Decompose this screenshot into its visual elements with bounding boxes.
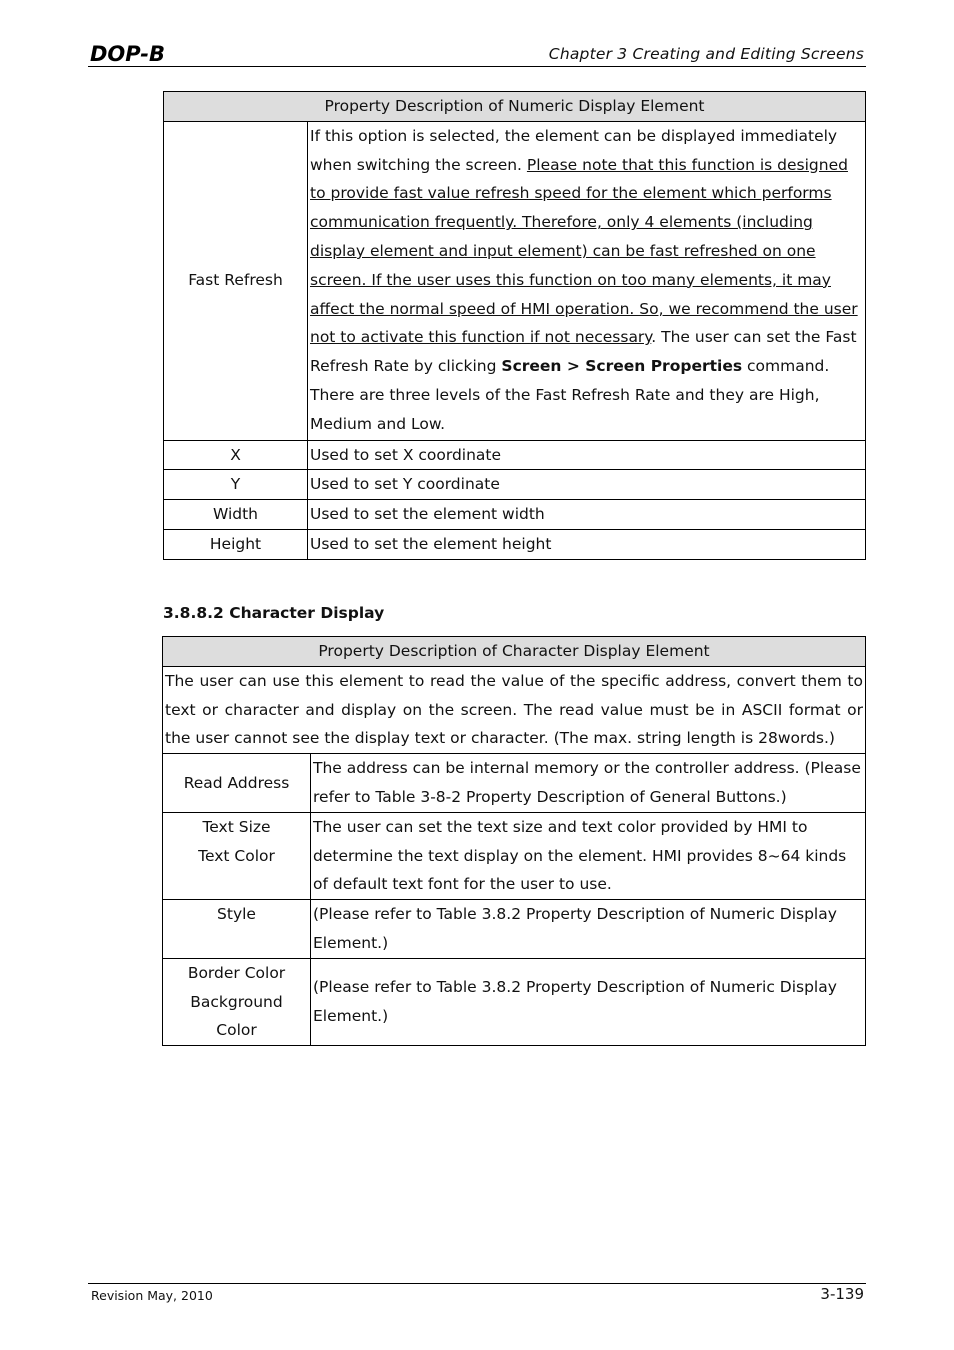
- row-label: Width: [164, 500, 308, 530]
- section-title: 3.8.8.2 Character Display: [163, 604, 385, 622]
- desc-text: If this option is selected, the element can be displayed immediately when switching the screen.: [310, 126, 838, 174]
- row-label: [163, 812, 311, 899]
- row-label: [163, 754, 311, 813]
- row-label: [163, 900, 311, 959]
- dop-b-logo: [90, 42, 172, 66]
- table-row: [164, 470, 866, 500]
- label-line: Color: [216, 1021, 257, 1040]
- character-display-property-table: [162, 636, 866, 1046]
- logo-text: DOP-B: [90, 42, 166, 66]
- page-number: 3-139: [820, 1285, 864, 1303]
- fast-refresh-description: [308, 121, 866, 440]
- table-title: Property Description of Numeric Display Element: [164, 92, 866, 122]
- label-line: Style: [217, 905, 256, 924]
- table-row: [164, 500, 866, 530]
- table-row: [164, 121, 866, 440]
- table-row: [163, 900, 866, 959]
- row-desc: (Please refer to Table 3.8.2 Property Description of Numeric Display Element.): [311, 958, 866, 1045]
- row-label: Height: [164, 529, 308, 559]
- header-divider: [88, 66, 866, 67]
- row-desc: Used to set the element height: [308, 529, 866, 559]
- row-desc: (Please refer to Table 3.8.2 Property Description of Numeric Display Element.): [311, 900, 866, 959]
- row-label: [163, 958, 311, 1045]
- row-desc: The user can set the text size and text color provided by HMI to determine the text display on the element. HMI provides 8~64 kinds of default text font for the user to use.: [311, 812, 866, 899]
- label-line: Background: [190, 992, 283, 1011]
- row-label: X: [164, 440, 308, 470]
- menu-path: Screen > Screen Properties: [501, 357, 743, 376]
- row-label: Y: [164, 470, 308, 500]
- footer-divider: [88, 1283, 866, 1284]
- row-label: Fast Refresh: [164, 121, 308, 440]
- label-line: Text Color: [198, 846, 275, 865]
- row-desc: Used to set X coordinate: [308, 440, 866, 470]
- revision-date: Revision May, 2010: [91, 1288, 213, 1303]
- label-line: Border Color: [187, 963, 286, 982]
- desc-note-underlined: Please note that this function is designed to provide fast value refresh speed for the element which performs communication frequently. Therefore, only 4 elements (including display element and input element) can be fast refreshed on one screen. If the user uses this function on too many elements, it may affect the normal speed of HMI operation. So, we recommend the user not to activate this function if not necessary: [310, 155, 858, 347]
- table-intro: The user can use this element to read the value of the specific address, convert them to text or character and display on the screen. The read value must be in ASCII format or the user cannot see the display text or character. (The max. string length is 28words.): [163, 666, 866, 753]
- table-row: [163, 754, 866, 813]
- desc-text: . The user can set the Fast Refresh Rate by clicking: [310, 328, 857, 376]
- chapter-title: Chapter 3 Creating and Editing Screens: [548, 45, 864, 63]
- desc-text: command. There are three levels of the Fast Refresh Rate and they are High, Medium and Low.: [310, 357, 830, 433]
- numeric-display-property-table: [163, 91, 866, 560]
- table-row: [163, 958, 866, 1045]
- table-row: [164, 440, 866, 470]
- label-line: Text Size: [202, 817, 271, 836]
- label-line: Read Address: [183, 773, 290, 792]
- row-desc: Used to set Y coordinate: [308, 470, 866, 500]
- row-desc: Used to set the element width: [308, 500, 866, 530]
- table-row: [163, 812, 866, 899]
- row-desc: The address can be internal memory or the controller address. (Please refer to Table 3-8-2 Property Description of General Buttons.): [311, 754, 866, 813]
- table-title: Property Description of Character Display Element: [163, 637, 866, 667]
- table-row: [164, 529, 866, 559]
